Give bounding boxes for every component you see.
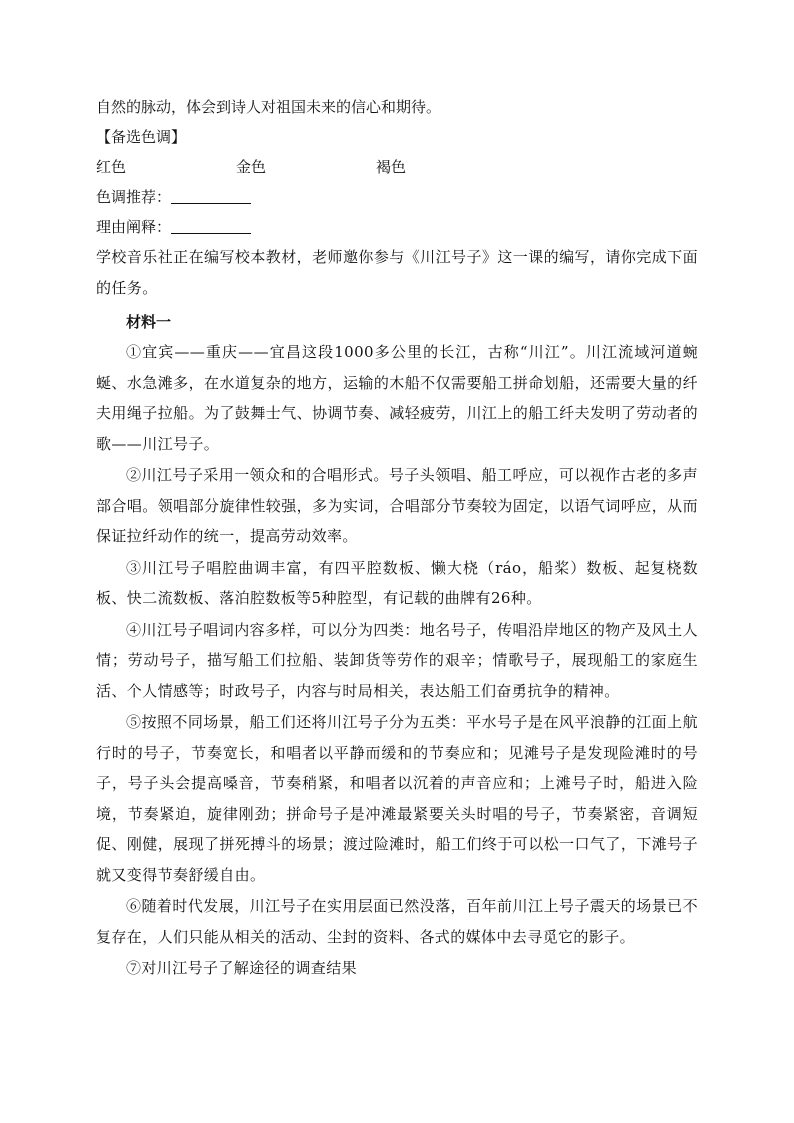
material-paragraph-6: ⑥随着时代发展，川江号子在实用层面已然没落，百年前川江上号子震天的场景已不复存在，人们只能从相关的活动、尘封的资料、各式的媒体中去寻觅它的影子。: [96, 897, 698, 946]
recommend-label: 色调推荐：: [96, 188, 172, 206]
reason-label: 理由阐释：: [96, 218, 172, 236]
material-paragraph-1: ①宜宾——重庆——宜昌这段1000多公里的长江，古称“川江”。川江流域河道蜿蜒、水急滩多，在水道复杂的地方，运输的木船不仅需要船工拼命划船，还需要大量的纤夫用绳子拉船。为了鼓舞士气、协调节奏、减轻疲劳，川江上的船工纤夫发明了劳动者的歌——川江号子。: [96, 343, 698, 453]
document-page: [96, 92, 698, 984]
material-paragraph-5: ⑤按照不同场景，船工们还将川江号子分为五类：平水号子是在风平浪静的江面上航行时的号子，节奏宽长，和唱者以平静而缓和的节奏应和；见滩号子是发现险滩时的号子，号子头会提高嗓音，节奏稍紧，和唱者以沉着的声音应和；上滩号子时，船进入险境，节奏紧迫，旋律刚劲；拼命号子是冲滩最紧要关头时唱的号子，节奏紧密，音调短促、刚健，展现了拼死搏斗的场景；渡过险滩时，船工们终于可以松一口气了，下滩号子就又变得节奏舒缓自由。: [96, 713, 698, 884]
task-intro: 学校音乐社正在编写校本教材，老师邀你参与《川江号子》这一课的编写，请你完成下面的任务。: [96, 248, 698, 297]
color-section-heading: 【备选色调】: [96, 128, 187, 146]
color-option-gold: 金色: [236, 158, 267, 176]
recommend-blank: [171, 185, 251, 204]
color-option-red: 红色: [96, 158, 127, 176]
color-options: [96, 152, 698, 182]
material-paragraph-4: ④川江号子唱词内容多样，可以分为四类：地名号子，传唱沿岸地区的物产及风土人情；劳动号子，描写船工们拉船、装卸货等劳作的艰辛；情歌号子，展现船工的家庭生活、个人情感等；时政号子，内容与时局相关，表达船工们奋勇抗争的精神。: [96, 620, 698, 700]
material-paragraph-7: ⑦对川江号子了解途径的调查结果: [126, 959, 358, 977]
intro-line: 自然的脉动，体会到诗人对祖国未来的信心和期待。: [96, 98, 442, 116]
material-paragraph-3: ③川江号子唱腔曲调丰富，有四平腔数板、懒大桡（ráo，船桨）数板、起复桡数板、快二流数板、落泊腔数板等5种腔型，有记载的曲牌有26种。: [96, 558, 698, 607]
recommend-row: [96, 182, 698, 212]
color-option-brown: 褐色: [376, 158, 407, 176]
material-paragraph-2: ②川江号子采用一领众和的合唱形式。号子头领唱、船工呼应，可以视作古老的多声部合唱。领唱部分旋律性较强，多为实词，合唱部分节奏较为固定，以语气词呼应，从而保证拉纤动作的统一，提高劳动效率。: [96, 466, 698, 545]
reason-row: [96, 212, 698, 242]
reason-blank: [171, 215, 251, 234]
material-title: 材料一: [126, 313, 172, 331]
